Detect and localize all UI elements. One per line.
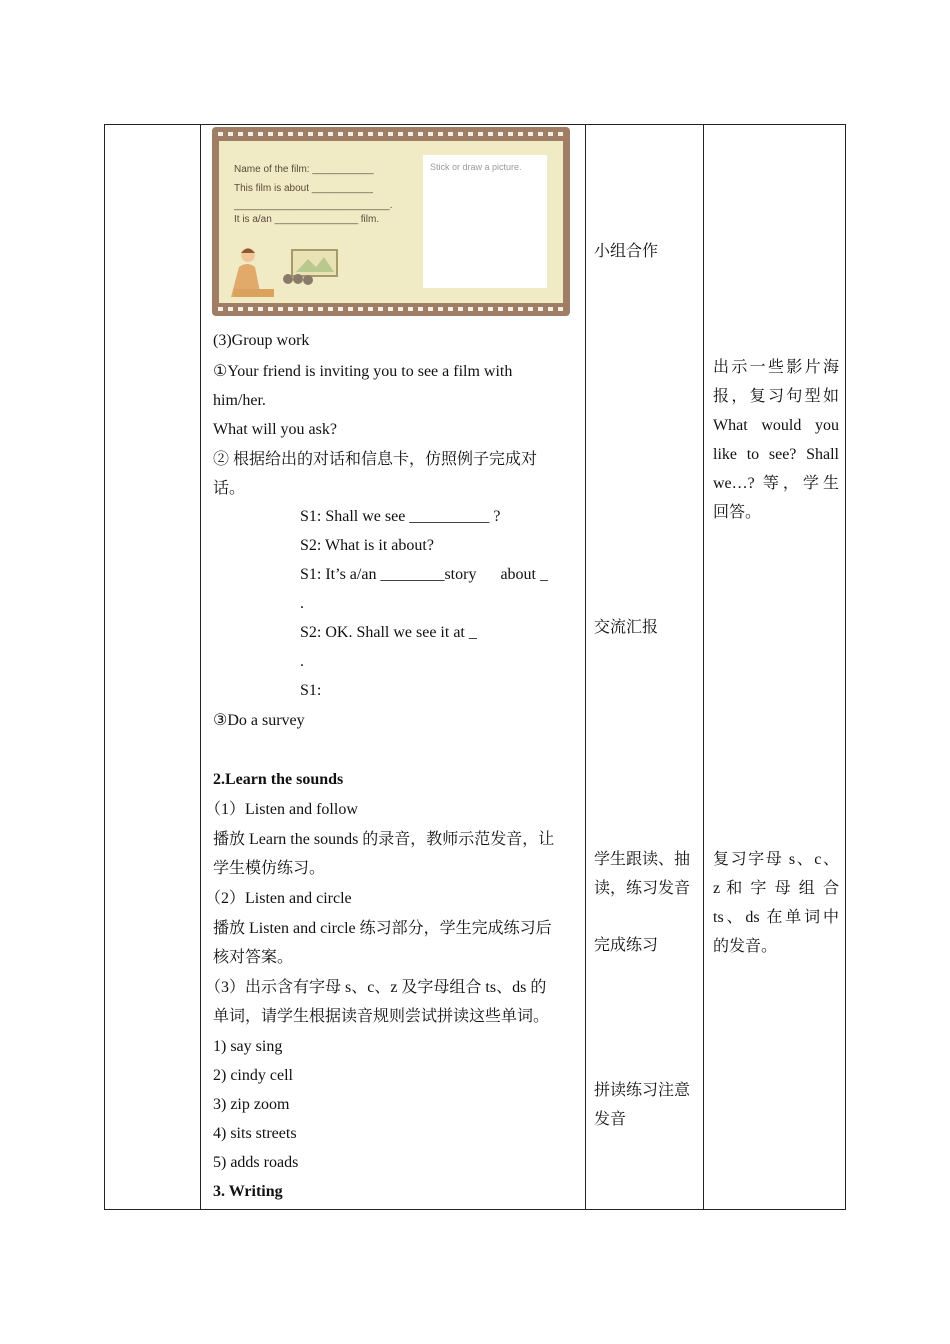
note-text: 回答。 [713, 504, 762, 521]
step-text: （3）出示含有字母 s、c、z 及字母组合 ts、ds 的 [205, 979, 547, 996]
dialogue-line: S1: Shall we see __________ ? [300, 508, 501, 525]
instruction-text: ② 根据给出的对话和信息卡，仿照例子完成对 [213, 451, 538, 468]
word-item: 3) zip zoom [213, 1096, 290, 1113]
survey-text: ③Do a survey [213, 712, 305, 729]
column-divider [585, 125, 586, 1209]
note-text: z 和 字 母 组 合 [713, 880, 839, 897]
card-about-line: This film is about ___________ [234, 183, 373, 194]
note-text: 读，练习发音 [594, 880, 691, 897]
ask-text: What will you ask? [213, 421, 337, 438]
instruction-text: 话。 [213, 480, 246, 497]
dialogue-line: . [300, 595, 304, 612]
note-text: What would you [713, 417, 839, 434]
word-item: 2) cindy cell [213, 1067, 293, 1084]
section-heading: 2.Learn the sounds [213, 771, 344, 788]
picture-hint: Stick or draw a picture. [430, 162, 522, 172]
step-text: 播放 Learn the sounds 的录音，教师示范发音，让 [213, 831, 555, 848]
note-text: 交流汇报 [594, 619, 659, 636]
dialogue-line: . [300, 653, 304, 670]
note-text: 小组合作 [594, 243, 659, 260]
note-text: 学生跟读、抽 [594, 851, 691, 868]
step-heading: （1）Listen and follow [205, 801, 358, 818]
column-divider [200, 125, 201, 1209]
card-name-line: Name of the film: ___________ [234, 164, 374, 175]
column-divider [703, 125, 704, 1209]
word-item: 1) say sing [213, 1038, 283, 1055]
word-item: 4) sits streets [213, 1125, 297, 1142]
dialogue-line: S1: [300, 682, 322, 699]
invite-text: him/her. [213, 392, 266, 409]
lesson-table [104, 124, 846, 1210]
step-text: 学生模仿练习。 [213, 860, 326, 877]
note-text: 报，复习句型如 [713, 388, 839, 405]
note-text: 复习字母 s、c、 [713, 851, 839, 868]
note-text: like to see? Shall [713, 446, 839, 463]
group-work-heading: (3)Group work [213, 332, 310, 349]
step-heading: （2）Listen and circle [205, 890, 352, 907]
note-text: we…? 等，学生 [713, 475, 839, 492]
section-heading: 3. Writing [213, 1183, 283, 1200]
card-blank-line: ____________________________. [234, 200, 393, 211]
note-text: 发音 [594, 1111, 627, 1128]
note-text: 拼读练习注意 [594, 1082, 691, 1099]
word-item: 5) adds roads [213, 1154, 299, 1171]
card-type-line: It is a/an _______________ film. [234, 214, 380, 225]
note-text: 完成练习 [594, 937, 659, 954]
dialogue-line: S1: It’s a/an ________story about _ [300, 566, 548, 583]
dialogue-line: S2: OK. Shall we see it at _ [300, 624, 477, 641]
film-card-image [212, 127, 570, 316]
step-text: 核对答案。 [213, 949, 294, 966]
note-text: 的发音。 [713, 938, 778, 955]
dialogue-line: S2: What is it about? [300, 537, 434, 554]
note-text: 出示一些影片海 [713, 359, 839, 376]
step-text: 单词，请学生根据读音规则尝试拼读这些单词。 [213, 1008, 550, 1025]
note-text: ts、ds 在单词中 [713, 909, 839, 926]
invite-text: ①Your friend is inviting you to see a film with [213, 363, 513, 380]
step-text: 播放 Listen and circle 练习部分，学生完成练习后 [213, 920, 552, 937]
